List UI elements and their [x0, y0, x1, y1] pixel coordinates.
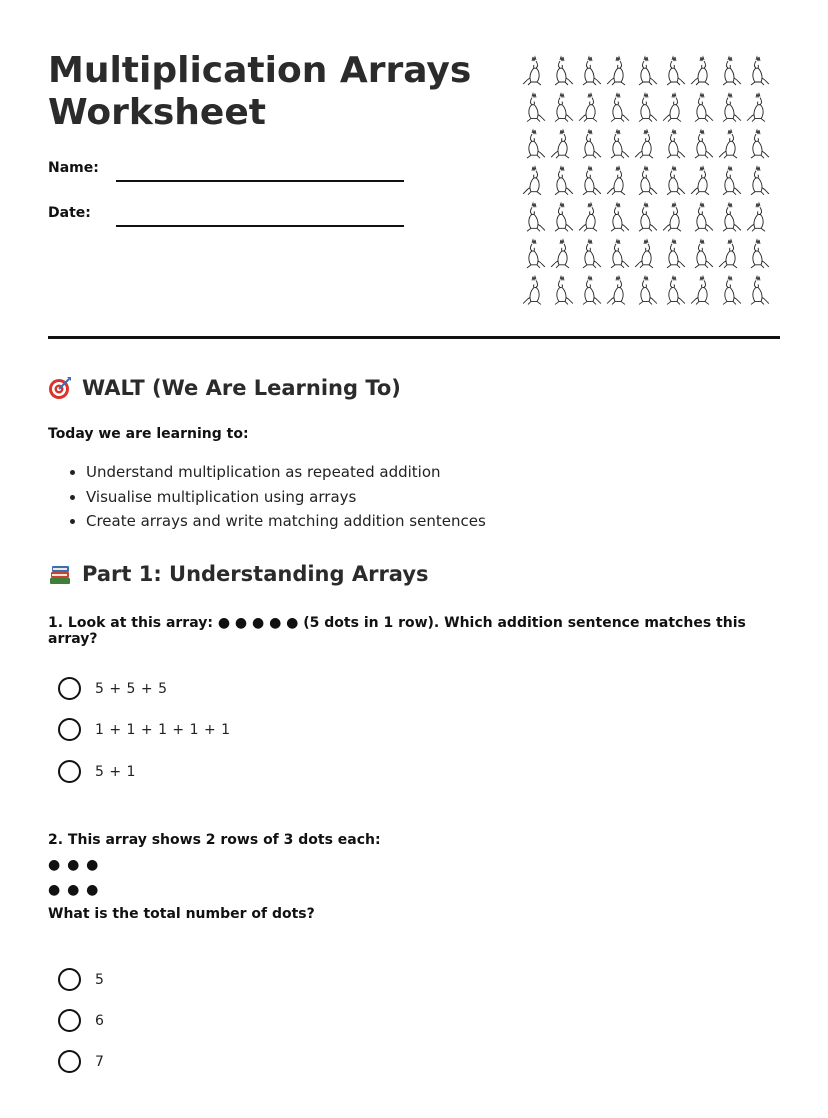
kangaroo-figure — [551, 130, 569, 158]
kangaroo-figure — [583, 276, 601, 304]
kangaroo-figure — [639, 276, 657, 304]
kangaroo-figure — [555, 276, 573, 304]
name-field[interactable] — [116, 180, 404, 182]
kangaroo-figure — [751, 57, 769, 85]
kangaroo-figure — [695, 130, 713, 158]
date-field[interactable] — [116, 225, 404, 227]
list-item: • Understand multiplication as repeated addition — [86, 460, 486, 485]
radio-button[interactable] — [58, 968, 81, 991]
kangaroo-figure — [611, 203, 629, 231]
kangaroo-figure — [583, 240, 601, 268]
kangaroo-figure — [667, 240, 685, 268]
kangaroo-figure — [527, 203, 545, 231]
kangaroo-figure — [523, 57, 541, 85]
kangaroo-figure — [747, 94, 765, 122]
kangaroo-figure — [723, 94, 741, 122]
kangaroo-figure — [719, 130, 737, 158]
kangaroo-figure — [583, 130, 601, 158]
walt-heading — [48, 376, 401, 400]
kangaroo-figure — [555, 57, 573, 85]
kangaroo-figure — [695, 240, 713, 268]
kangaroo-figure — [667, 57, 685, 85]
q2-option-a[interactable]: 5 — [58, 968, 104, 991]
q2-option-b[interactable]: 6 — [58, 1009, 104, 1032]
kangaroo-figure — [695, 203, 713, 231]
name-label: Name: — [48, 160, 99, 176]
dots-row-1: ● ● ● — [48, 857, 100, 873]
kangaroo-figure — [667, 167, 685, 195]
target-dart-icon — [48, 376, 72, 400]
kangaroo-figure — [639, 94, 657, 122]
q1-option-c[interactable]: 5 + 1 — [58, 760, 136, 783]
kangaroo-figure — [639, 57, 657, 85]
kangaroo-figure — [667, 130, 685, 158]
radio-button[interactable] — [58, 677, 81, 700]
kangaroo-figure — [691, 57, 709, 85]
kangaroo-figure — [723, 276, 741, 304]
part1-heading — [48, 562, 429, 586]
kangaroo-figure — [555, 167, 573, 195]
part1-heading-text: Part 1: Understanding Arrays — [82, 562, 429, 586]
kangaroo-figure — [579, 94, 597, 122]
q1-option-b[interactable]: 1 + 1 + 1 + 1 + 1 — [58, 718, 231, 741]
kangaroo-figure — [527, 240, 545, 268]
kangaroo-figure — [747, 203, 765, 231]
worksheet-title — [48, 50, 488, 134]
walt-lead: Today we are learning to: — [48, 426, 249, 442]
goals-list — [48, 460, 486, 534]
kangaroo-figure — [583, 57, 601, 85]
title-line-2: Worksheet — [48, 92, 266, 133]
question-2-followup: What is the total number of dots? — [48, 906, 315, 922]
kangaroo-figure — [663, 94, 681, 122]
kangaroo-figure — [607, 167, 625, 195]
kangaroo-figure — [667, 276, 685, 304]
list-item: • Create arrays and write matching addition sentences — [86, 509, 486, 534]
kangaroo-figure — [695, 94, 713, 122]
kangaroo-figure — [639, 167, 657, 195]
kangaroo-figure — [527, 130, 545, 158]
kangaroo-figure — [635, 240, 653, 268]
kangaroo-figure — [751, 130, 769, 158]
dots-row-2: ● ● ● — [48, 882, 100, 898]
kangaroo-figure — [751, 167, 769, 195]
kangaroo-figure — [635, 130, 653, 158]
kangaroo-figure — [663, 203, 681, 231]
kangaroo-figure — [611, 240, 629, 268]
question-2-text: 2. This array shows 2 rows of 3 dots each: — [48, 832, 381, 848]
kangaroo-figure — [607, 276, 625, 304]
walt-heading-text: WALT (We Are Learning To) — [82, 376, 401, 400]
kangaroo-figure — [719, 240, 737, 268]
kangaroo-figure — [523, 167, 541, 195]
kangaroo-figure — [611, 94, 629, 122]
kangaroo-figure — [551, 240, 569, 268]
kangaroo-figure — [555, 203, 573, 231]
radio-button[interactable] — [58, 1009, 81, 1032]
kangaroo-figure — [751, 240, 769, 268]
kangaroo-figure — [611, 130, 629, 158]
radio-button[interactable] — [58, 760, 81, 783]
kangaroo-figure — [555, 94, 573, 122]
kangaroo-figure — [527, 94, 545, 122]
kangaroo-figure — [691, 167, 709, 195]
q2-option-c[interactable]: 7 — [58, 1050, 104, 1073]
list-item: • Visualise multiplication using arrays — [86, 485, 486, 510]
date-label: Date: — [48, 205, 91, 221]
question-1-text: 1. Look at this array: ● ● ● ● ● (5 dots in 1 row). Which addition sentence matches this array? — [48, 615, 746, 647]
title-line-1: Multiplication Arrays — [48, 50, 472, 91]
books-icon — [48, 562, 72, 586]
kangaroo-figure — [523, 276, 541, 304]
kangaroo-figure — [723, 167, 741, 195]
kangaroo-figure — [607, 57, 625, 85]
kangaroo-figure — [639, 203, 657, 231]
kangaroo-figure — [723, 203, 741, 231]
header-divider — [48, 336, 780, 339]
kangaroo-figure — [723, 57, 741, 85]
radio-button[interactable] — [58, 718, 81, 741]
radio-button[interactable] — [58, 1050, 81, 1073]
kangaroo-pattern-image — [520, 54, 772, 310]
kangaroo-figure — [751, 276, 769, 304]
kangaroo-figure — [579, 203, 597, 231]
q1-option-a[interactable]: 5 + 5 + 5 — [58, 677, 167, 700]
kangaroo-figure — [691, 276, 709, 304]
kangaroo-figure — [583, 167, 601, 195]
